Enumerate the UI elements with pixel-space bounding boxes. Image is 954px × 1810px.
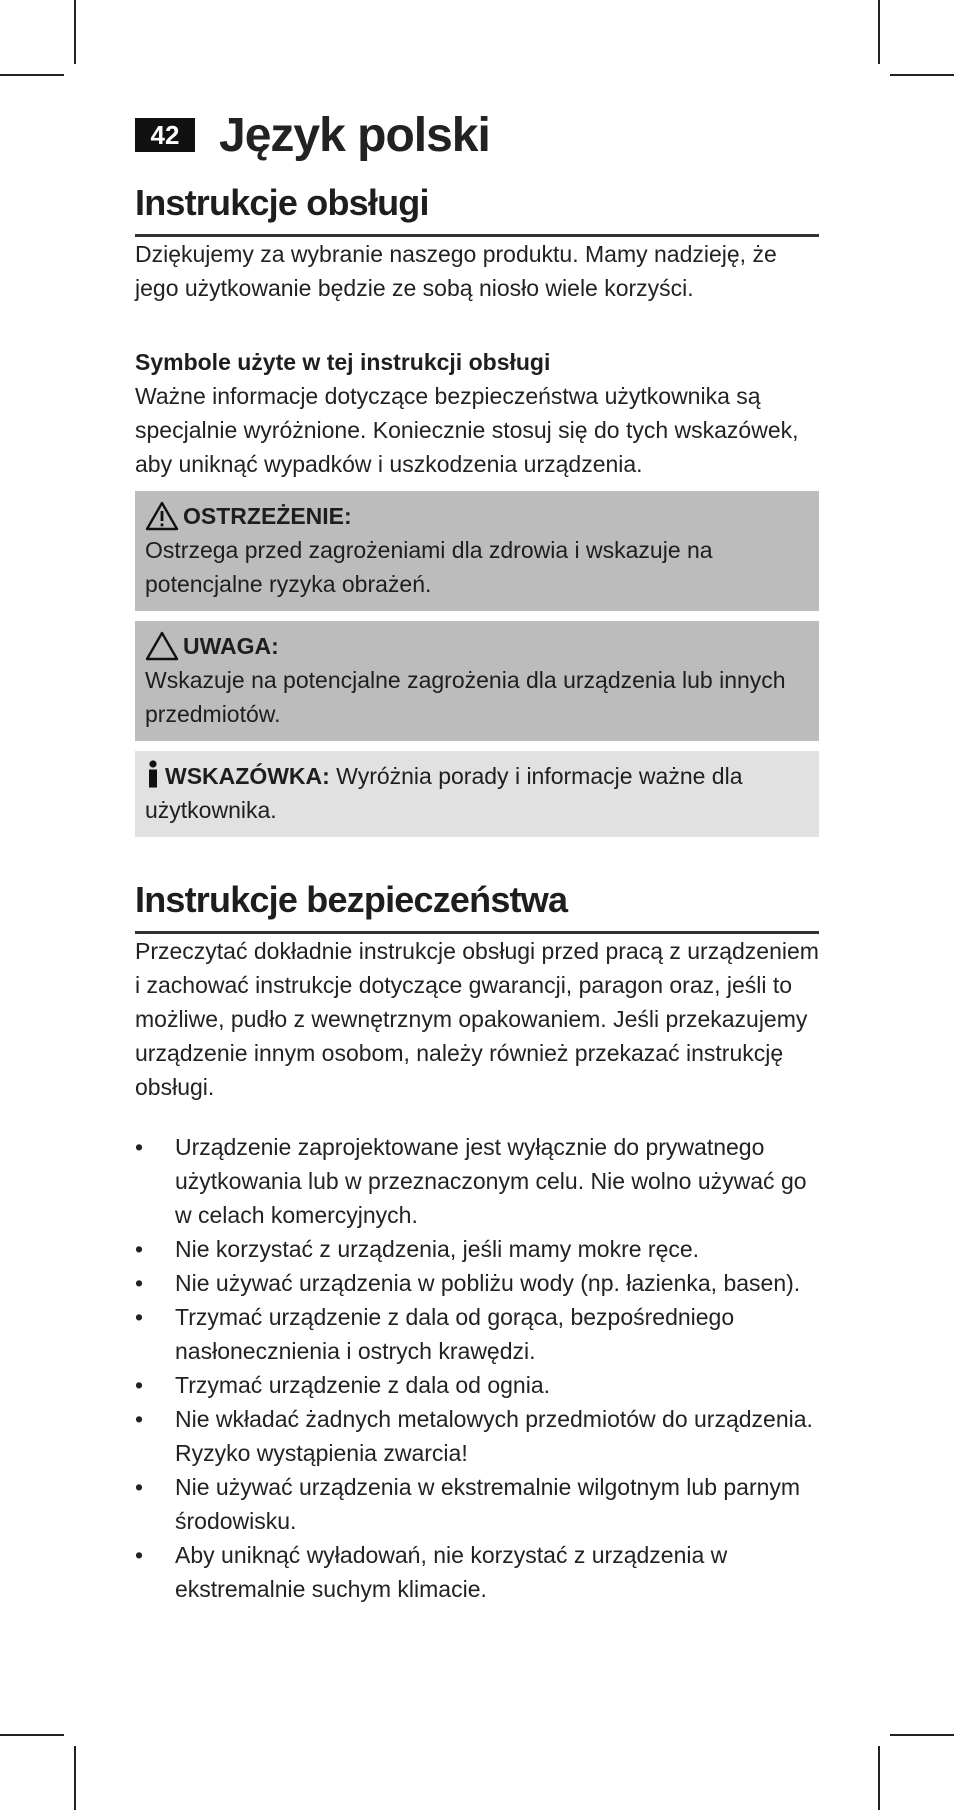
list-item-text: Nie wkładać żadnych metalowych przedmiotów do urządzenia. Ryzyko wystąpienia zwarcia! [175,1406,813,1466]
warning-label: OSTRZEŻENIE: [183,503,352,529]
section-title-safety-instructions: Instrukcje bezpieczeństwa [135,879,819,934]
page-content [135,100,819,1606]
warning-triangle-icon [145,631,179,661]
crop-mark [0,1734,64,1736]
crop-mark [890,74,954,76]
list-item-text: Aby uniknąć wyładowań, nie korzystać z urządzenia w ekstremalnie suchym klimacie. [175,1542,728,1602]
list-item [135,1232,819,1266]
crop-mark [878,0,880,64]
crop-mark [878,1746,880,1810]
bullet-icon: • [135,1304,144,1330]
warning-title [145,499,809,533]
list-item [135,1470,819,1538]
hint-label: WSKAZÓWKA: [165,763,330,789]
hint-text: Wyróżnia porady i informacje ważne dla użytkownika. [145,763,743,823]
bullet-icon: • [135,1474,144,1500]
list-item-text: Trzymać urządzenie z dala od ognia. [175,1372,551,1398]
list-item [135,1402,819,1470]
caution-text: Wskazuje na potencjalne zagrożenia dla urządzenia lub innych przedmiotów. [145,667,786,727]
caution-label: UWAGA: [183,633,279,659]
hint-box [135,751,819,837]
list-item-text: Nie korzystać z urządzenia, jeśli mamy mokre ręce. [175,1236,700,1262]
warning-exclamation-icon [145,501,179,531]
list-item [135,1266,819,1300]
bullet-icon: • [135,1236,144,1262]
bullet-icon: • [135,1406,144,1432]
caution-box [135,621,819,741]
intro-paragraph: Dziękujemy za wybranie naszego produktu. Mamy nadzieję, że jego użytkowanie będzie ze sobą niosło wiele korzyści. [135,241,777,301]
list-item-text: Nie używać urządzenia w pobliżu wody (np. łazienka, basen). [175,1270,801,1296]
page-number: 42 [135,118,195,152]
bullet-icon: • [135,1134,144,1160]
list-item-text: Nie używać urządzenia w ekstremalnie wilgotnym lub parnym środowisku. [175,1474,801,1534]
safety-bullet-list [135,1130,819,1606]
bullet-icon: • [135,1542,144,1568]
crop-mark [890,1734,954,1736]
info-icon [145,760,161,788]
crop-mark [0,74,64,76]
list-item [135,1130,819,1232]
bullet-icon: • [135,1270,144,1296]
symbols-heading: Symbole użyte w tej instrukcji obsługi [135,349,551,375]
caution-title [145,629,809,663]
page-header [135,100,819,170]
list-item-text: Urządzenie zaprojektowane jest wyłącznie do prywatnego użytkowania lub w przeznaczonym celu. Nie wolno używać go w celach komercyjnych. [175,1134,807,1228]
crop-mark [74,1746,76,1810]
language-title: Język polski [219,108,490,162]
symbols-paragraph: Ważne informacje dotyczące bezpieczeństwa użytkownika są specjalnie wyróżnione. Koniecznie stosuj się do tych wskazówek, aby uniknąć wypadków i uszkodzenia urządzenia. [135,383,799,477]
list-item [135,1368,819,1402]
warning-text: Ostrzega przed zagrożeniami dla zdrowia i wskazuje na potencjalne ryzyka obrażeń. [145,537,713,597]
list-item [135,1538,819,1606]
list-item [135,1300,819,1368]
list-item-text: Trzymać urządzenie z dala od gorąca, bezpośredniego nasłonecznienia i ostrych krawędzi. [175,1304,735,1364]
safety-intro-paragraph: Przeczytać dokładnie instrukcje obsługi przed pracą z urządzeniem i zachować instrukcje dotyczące gwarancji, paragon oraz, jeśli to możliwe, pudło z wewnętrznym opakowaniem. Jeśli przekazujemy urządzenie innym osobom, należy również przekazać instrukcję obsługi. [135,938,819,1100]
warning-box [135,491,819,611]
bullet-icon: • [135,1372,144,1398]
section-title-operating-instructions: Instrukcje obsługi [135,182,819,237]
crop-mark [74,0,76,64]
